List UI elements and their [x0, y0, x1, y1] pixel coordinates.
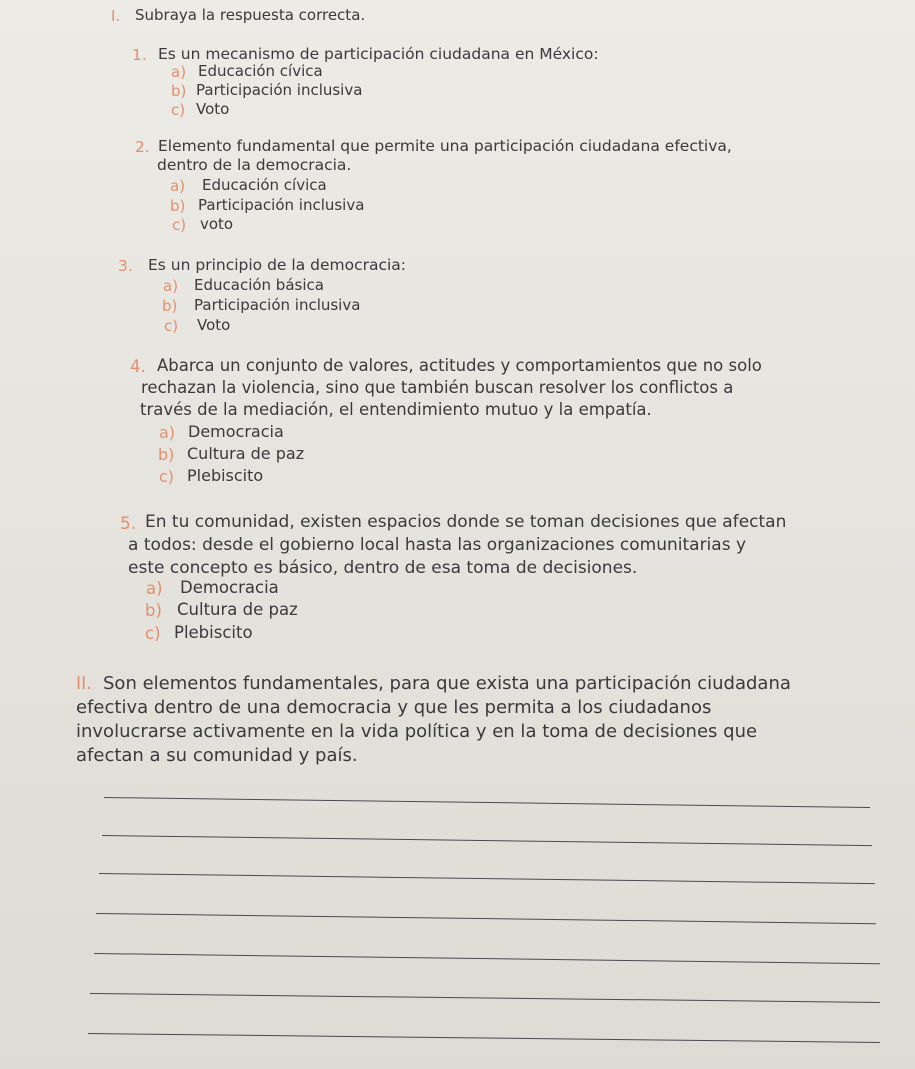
question-5-text-line-3: este concepto es básico, dentro de esa toma de decisiones.	[128, 558, 638, 578]
question-4-text-line-3: través de la mediación, el entendimiento mutuo y la empatía.	[140, 400, 652, 419]
question-4-number: 4.	[130, 357, 146, 376]
question-5-option-b-letter: b)	[145, 601, 162, 620]
answer-line-3[interactable]	[99, 873, 875, 884]
question-3-number: 3.	[118, 257, 133, 275]
question-3-option-c[interactable]: Voto	[197, 316, 231, 334]
answer-line-7[interactable]	[88, 1033, 880, 1043]
question-4-option-b[interactable]: Cultura de paz	[187, 444, 305, 463]
question-5-option-a-letter: a)	[146, 579, 163, 598]
question-2-option-c[interactable]: voto	[200, 215, 234, 233]
question-3-option-a-letter: a)	[163, 277, 179, 295]
section-two-number: II.	[76, 674, 92, 694]
question-1-option-a-letter: a)	[171, 63, 187, 81]
question-5-option-c[interactable]: Plebiscito	[174, 623, 253, 642]
answer-line-5[interactable]	[94, 953, 880, 964]
question-3-option-b-letter: b)	[162, 297, 178, 315]
question-2-text-line-1: Elemento fundamental que permite una participación ciudadana efectiva,	[158, 137, 732, 155]
section-one-number: I.	[111, 7, 121, 25]
section-two-text-line-1: Son elementos fundamentales, para que exista una participación ciudadana	[103, 673, 791, 694]
answer-line-2[interactable]	[102, 835, 872, 846]
question-2-option-b-letter: b)	[170, 197, 186, 215]
question-4-option-c-letter: c)	[159, 467, 175, 486]
question-5-text-line-1: En tu comunidad, existen espacios donde se toman decisiones que afectan	[145, 512, 787, 532]
question-3-option-a[interactable]: Educación básica	[194, 276, 324, 294]
question-1-option-a[interactable]: Educación cívica	[198, 62, 323, 80]
section-two-text-line-2: efectiva dentro de una democracia y que les permita a los ciudadanos	[76, 697, 712, 718]
question-2-option-a-letter: a)	[170, 177, 186, 195]
answer-line-4[interactable]	[96, 913, 876, 924]
section-two-text-line-3: involucrarse activamente en la vida política y en la toma de decisiones que	[76, 721, 758, 742]
question-4-text-line-1: Abarca un conjunto de valores, actitudes y comportamientos que no solo	[157, 356, 762, 375]
question-2-text-line-2: dentro de la democracia.	[157, 156, 352, 174]
question-1-option-c-letter: c)	[171, 101, 186, 119]
question-1-text: Es un mecanismo de participación ciudadana en México:	[158, 45, 599, 63]
question-4-option-a-letter: a)	[159, 423, 176, 442]
question-3-option-b[interactable]: Participación inclusiva	[194, 296, 361, 314]
question-1-option-c[interactable]: Voto	[196, 100, 230, 118]
question-5-option-c-letter: c)	[145, 624, 161, 643]
question-1-number: 1.	[132, 46, 147, 64]
question-5-option-a[interactable]: Democracia	[180, 578, 279, 597]
question-5-text-line-2: a todos: desde el gobierno local hasta las organizaciones comunitarias y	[128, 535, 747, 555]
answer-line-1[interactable]	[104, 797, 870, 808]
question-4-option-b-letter: b)	[158, 445, 175, 464]
question-5-option-b[interactable]: Cultura de paz	[177, 600, 298, 619]
question-4-text-line-2: rechazan la violencia, sino que también buscan resolver los conflictos a	[141, 378, 734, 397]
question-2-number: 2.	[135, 138, 150, 156]
question-1-option-b-letter: b)	[171, 82, 187, 100]
question-5-number: 5.	[120, 514, 137, 534]
question-2-option-b[interactable]: Participación inclusiva	[198, 196, 365, 214]
question-4-option-a[interactable]: Democracia	[188, 422, 284, 441]
question-3-text: Es un principio de la democracia:	[148, 256, 407, 274]
question-4-option-c[interactable]: Plebiscito	[187, 466, 264, 485]
answer-line-6[interactable]	[90, 993, 880, 1003]
question-1-option-b[interactable]: Participación inclusiva	[196, 81, 363, 99]
question-2-option-a[interactable]: Educación cívica	[202, 176, 327, 194]
section-two-text-line-4: afectan a su comunidad y país.	[76, 745, 358, 766]
section-one-title: Subraya la respuesta correcta.	[135, 6, 366, 24]
question-3-option-c-letter: c)	[164, 317, 179, 335]
question-2-option-c-letter: c)	[172, 216, 187, 234]
